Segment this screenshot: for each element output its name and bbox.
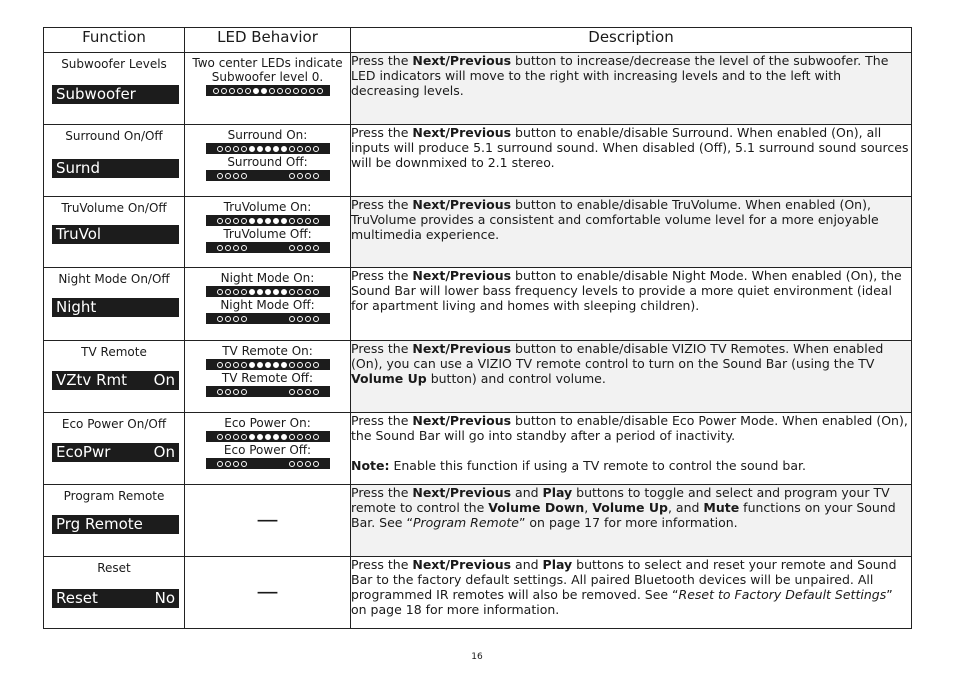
led-indicator-bar: [206, 215, 330, 226]
led-blank: [249, 316, 255, 322]
led-off-icon: [305, 289, 311, 295]
led-behavior-cell: [185, 341, 351, 413]
led-off-icon: [289, 218, 295, 224]
led-on-icon: [281, 218, 287, 224]
led-off-icon: [289, 461, 295, 467]
function-cell: [44, 557, 185, 629]
led-off-icon: [221, 88, 227, 94]
led-off-icon: [233, 173, 239, 179]
function-cell: [44, 341, 185, 413]
led-off-icon: [313, 316, 319, 322]
description-cell: Press the Next/Previous button to enable/disable TruVolume. When enabled (On), TruVolume provides a consistent and comfortable volume level for a more enjoyable multimedia experience.: [351, 197, 912, 268]
table-row: [44, 341, 912, 413]
led-off-icon: [305, 461, 311, 467]
led-off-icon: [217, 245, 223, 251]
description-cell: Press the Next/Previous button to enable/disable VIZIO TV Remotes. When enabled (On), you can use a VIZIO TV remote control to turn on the Sound Bar (using the TV Volume Up button) and control volume.: [351, 341, 912, 413]
led-off-icon: [289, 245, 295, 251]
led-blank: [273, 316, 279, 322]
led-on-icon: [273, 362, 279, 368]
led-off-icon: [313, 289, 319, 295]
led-off-icon: [233, 146, 239, 152]
led-off-icon: [289, 362, 295, 368]
led-on-icon: [257, 289, 263, 295]
function-name: Night Mode On/Off: [58, 272, 170, 286]
led-on-icon: [257, 218, 263, 224]
led-off-icon: [289, 146, 295, 152]
led-off-icon: [241, 461, 247, 467]
led-blank: [265, 389, 271, 395]
led-blank: [281, 389, 287, 395]
led-blank: [281, 316, 287, 322]
led-off-icon: [225, 289, 231, 295]
led-off-icon: [309, 88, 315, 94]
led-state-label: Night Mode Off:: [220, 298, 315, 312]
led-blank: [257, 245, 263, 251]
led-on-icon: [257, 362, 263, 368]
table-row: [44, 557, 912, 629]
led-on-icon: [265, 146, 271, 152]
led-on-icon: [281, 362, 287, 368]
led-on-icon: [281, 146, 287, 152]
led-on-icon: [249, 362, 255, 368]
led-blank: [281, 245, 287, 251]
led-indicator-bar: [206, 85, 330, 96]
led-on-icon: [265, 218, 271, 224]
table-row: [44, 53, 912, 125]
led-off-icon: [241, 362, 247, 368]
led-blank: [257, 461, 263, 467]
led-state-label: TruVolume On:: [223, 200, 312, 214]
description-cell: Press the Next/Previous and Play buttons to toggle and select and program your TV remote to control the Volume Down, Volume Up, and Mute functions on your Sound Bar. See “Program Remote” on page 17 for more information.: [351, 485, 912, 557]
led-off-icon: [241, 434, 247, 440]
led-off-icon: [233, 434, 239, 440]
description-cell: Press the Next/Previous button to enable/disable Eco Power Mode. When enabled (On), the Sound Bar will go into standby after a period of inactivity. Note: Enable this function if using a TV remote to control the sound bar.: [351, 413, 912, 485]
sound-bar-display: [52, 85, 179, 104]
function-column-header: Function: [44, 28, 185, 53]
led-off-icon: [297, 173, 303, 179]
led-off-icon: [297, 434, 303, 440]
table-row: [44, 125, 912, 197]
led-off-icon: [233, 362, 239, 368]
display-label: Prg Remote: [56, 515, 143, 533]
led-off-icon: [305, 218, 311, 224]
led-behavior-cell: [185, 197, 351, 268]
led-off-icon: [233, 218, 239, 224]
led-behavior-cell: [185, 485, 351, 557]
led-off-icon: [225, 461, 231, 467]
led-column-header: LED Behavior: [185, 28, 351, 53]
led-off-icon: [225, 434, 231, 440]
led-blank: [249, 245, 255, 251]
led-off-icon: [293, 88, 299, 94]
led-off-icon: [229, 88, 235, 94]
led-off-icon: [277, 88, 283, 94]
led-off-icon: [305, 245, 311, 251]
led-on-icon: [249, 146, 255, 152]
led-behavior-cell: [185, 557, 351, 629]
led-off-icon: [241, 173, 247, 179]
display-label: VZtv Rmt: [56, 371, 127, 389]
led-indicator-bar: [206, 313, 330, 324]
led-off-icon: [313, 362, 319, 368]
led-off-icon: [297, 245, 303, 251]
led-off-icon: [313, 461, 319, 467]
led-off-icon: [301, 88, 307, 94]
sound-bar-display: [52, 443, 179, 462]
led-off-icon: [313, 146, 319, 152]
led-blank: [265, 316, 271, 322]
led-state-label: TV Remote Off:: [221, 371, 314, 385]
led-off-icon: [233, 316, 239, 322]
led-off-icon: [225, 245, 231, 251]
display-label: TruVol: [56, 225, 102, 243]
function-name: Subwoofer Levels: [61, 57, 167, 71]
table-row: [44, 268, 912, 341]
led-behavior-cell: [185, 125, 351, 197]
led-state-label: TV Remote On:: [222, 344, 313, 358]
led-off-icon: [245, 88, 251, 94]
led-off-icon: [217, 173, 223, 179]
led-blank: [265, 173, 271, 179]
led-state-label: Surround Off:: [227, 155, 308, 169]
function-name: Reset: [97, 561, 131, 575]
led-indicator-bar: [206, 386, 330, 397]
no-led-dash: —: [256, 579, 279, 605]
led-off-icon: [241, 245, 247, 251]
led-off-icon: [217, 316, 223, 322]
led-blank: [281, 461, 287, 467]
description-cell: Press the Next/Previous and Play buttons to select and reset your remote and Sound Bar to the factory default settings. All paired Bluetooth devices will be unpaired. All programmed IR remotes will also be removed. See “Reset to Factory Default Settings” on page 18 for more information.: [351, 557, 912, 629]
led-on-icon: [273, 146, 279, 152]
sound-bar-display: [52, 298, 179, 317]
led-off-icon: [289, 316, 295, 322]
led-blank: [249, 389, 255, 395]
led-off-icon: [233, 245, 239, 251]
led-blank: [273, 173, 279, 179]
led-off-icon: [225, 173, 231, 179]
led-off-icon: [225, 218, 231, 224]
led-off-icon: [289, 289, 295, 295]
table-header-row: [44, 28, 912, 53]
led-behavior-cell: [185, 413, 351, 485]
led-off-icon: [289, 434, 295, 440]
page-number: 16: [471, 652, 483, 662]
description-cell: Press the Next/Previous button to enable/disable Night Mode. When enabled (On), the Sound Bar will lower bass frequency levels to provide a more quiet environment (ideal for apartment living and homes with sleeping children).: [351, 268, 912, 341]
led-state-label: Surround On:: [227, 128, 308, 142]
led-blank: [249, 173, 255, 179]
led-off-icon: [297, 289, 303, 295]
sound-bar-display: [52, 159, 179, 178]
function-cell: [44, 268, 185, 341]
led-off-icon: [285, 88, 291, 94]
led-indicator-bar: [206, 431, 330, 442]
led-off-icon: [241, 218, 247, 224]
description-cell: Press the Next/Previous button to enable/disable Surround. When enabled (On), all inputs will produce 5.1 surround sound. When disabled (Off), 5.1 surround sound sources will be downmixed to 2.1 stereo.: [351, 125, 912, 197]
led-off-icon: [241, 316, 247, 322]
led-blank: [257, 389, 263, 395]
led-off-icon: [217, 461, 223, 467]
led-state-label: Eco Power Off:: [223, 443, 312, 457]
led-off-icon: [217, 362, 223, 368]
led-off-icon: [217, 218, 223, 224]
led-on-icon: [273, 289, 279, 295]
led-off-icon: [297, 389, 303, 395]
led-on-icon: [265, 362, 271, 368]
table-row: [44, 413, 912, 485]
led-off-icon: [305, 362, 311, 368]
led-off-icon: [225, 146, 231, 152]
function-cell: [44, 413, 185, 485]
led-blank: [257, 316, 263, 322]
led-off-icon: [313, 389, 319, 395]
led-on-icon: [257, 146, 263, 152]
led-blank: [265, 461, 271, 467]
led-on-icon: [273, 434, 279, 440]
led-off-icon: [305, 173, 311, 179]
led-off-icon: [297, 362, 303, 368]
description-column-header: Description: [351, 28, 912, 53]
led-blank: [273, 461, 279, 467]
led-off-icon: [217, 389, 223, 395]
led-on-icon: [249, 218, 255, 224]
led-on-icon: [249, 289, 255, 295]
function-name: TruVolume On/Off: [61, 201, 167, 215]
led-off-icon: [225, 316, 231, 322]
led-blank: [281, 173, 287, 179]
led-indicator-bar: [206, 170, 330, 181]
led-off-icon: [217, 289, 223, 295]
led-off-icon: [213, 88, 219, 94]
function-cell: [44, 485, 185, 557]
led-off-icon: [305, 316, 311, 322]
led-off-icon: [297, 461, 303, 467]
led-state-label: TruVolume Off:: [223, 227, 312, 241]
led-on-icon: [265, 289, 271, 295]
led-indicator-bar: [206, 286, 330, 297]
function-cell: [44, 53, 185, 125]
led-off-icon: [241, 146, 247, 152]
sound-bar-display: [52, 225, 179, 244]
led-off-icon: [305, 389, 311, 395]
led-off-icon: [313, 218, 319, 224]
led-state-label: Eco Power On:: [224, 416, 311, 430]
sound-bar-display: [52, 371, 179, 390]
led-off-icon: [241, 289, 247, 295]
sound-bar-display: [52, 515, 179, 534]
led-on-icon: [281, 434, 287, 440]
led-off-icon: [217, 434, 223, 440]
led-off-icon: [269, 88, 275, 94]
sound-bar-display: [52, 589, 179, 608]
led-behavior-cell: [185, 268, 351, 341]
function-name: Program Remote: [63, 489, 165, 503]
settings-table: [43, 27, 912, 629]
led-indicator-bar: [206, 143, 330, 154]
display-value: On: [153, 371, 175, 389]
function-cell: [44, 125, 185, 197]
led-on-icon: [261, 88, 267, 94]
function-cell: [44, 197, 185, 268]
led-on-icon: [257, 434, 263, 440]
led-off-icon: [305, 146, 311, 152]
display-value: No: [154, 589, 175, 607]
led-off-icon: [289, 173, 295, 179]
description-cell: Press the Next/Previous button to increase/decrease the level of the subwoofer. The LED indicators will move to the right with increasing levels and to the left with decreasing levels.: [351, 53, 912, 125]
led-on-icon: [265, 434, 271, 440]
led-off-icon: [297, 218, 303, 224]
display-label: Subwoofer: [56, 85, 136, 103]
led-off-icon: [241, 389, 247, 395]
led-on-icon: [249, 434, 255, 440]
led-blank: [265, 245, 271, 251]
led-state-label: Night Mode On:: [220, 271, 315, 285]
display-label: Night: [56, 298, 97, 316]
no-led-dash: —: [256, 507, 279, 533]
led-off-icon: [233, 461, 239, 467]
table-row: [44, 485, 912, 557]
led-on-icon: [273, 218, 279, 224]
display-label: Surnd: [56, 159, 100, 177]
display-value: On: [153, 443, 175, 461]
led-blank: [249, 461, 255, 467]
led-off-icon: [233, 289, 239, 295]
led-off-icon: [217, 146, 223, 152]
led-off-icon: [313, 434, 319, 440]
led-indicator-bar: [206, 242, 330, 253]
led-off-icon: [225, 389, 231, 395]
led-off-icon: [237, 88, 243, 94]
display-label: Reset: [56, 589, 98, 607]
led-blank: [257, 173, 263, 179]
led-blank: [273, 245, 279, 251]
function-name: Eco Power On/Off: [61, 417, 167, 431]
led-off-icon: [317, 88, 323, 94]
led-on-icon: [281, 289, 287, 295]
function-name: TV Remote: [81, 345, 147, 359]
table-row: [44, 197, 912, 268]
function-name: Surround On/Off: [65, 129, 163, 143]
led-off-icon: [297, 146, 303, 152]
led-behavior-cell: [185, 53, 351, 125]
led-off-icon: [305, 434, 311, 440]
led-off-icon: [233, 389, 239, 395]
display-label: EcoPwr: [56, 443, 111, 461]
led-off-icon: [289, 389, 295, 395]
led-indicator-bar: [206, 359, 330, 370]
led-on-icon: [253, 88, 259, 94]
led-off-icon: [225, 362, 231, 368]
led-off-icon: [313, 245, 319, 251]
led-indicator-bar: [206, 458, 330, 469]
led-blank: [273, 389, 279, 395]
led-off-icon: [313, 173, 319, 179]
led-off-icon: [297, 316, 303, 322]
led-state-label: Two center LEDs indicate Subwoofer level 0.: [192, 56, 343, 84]
